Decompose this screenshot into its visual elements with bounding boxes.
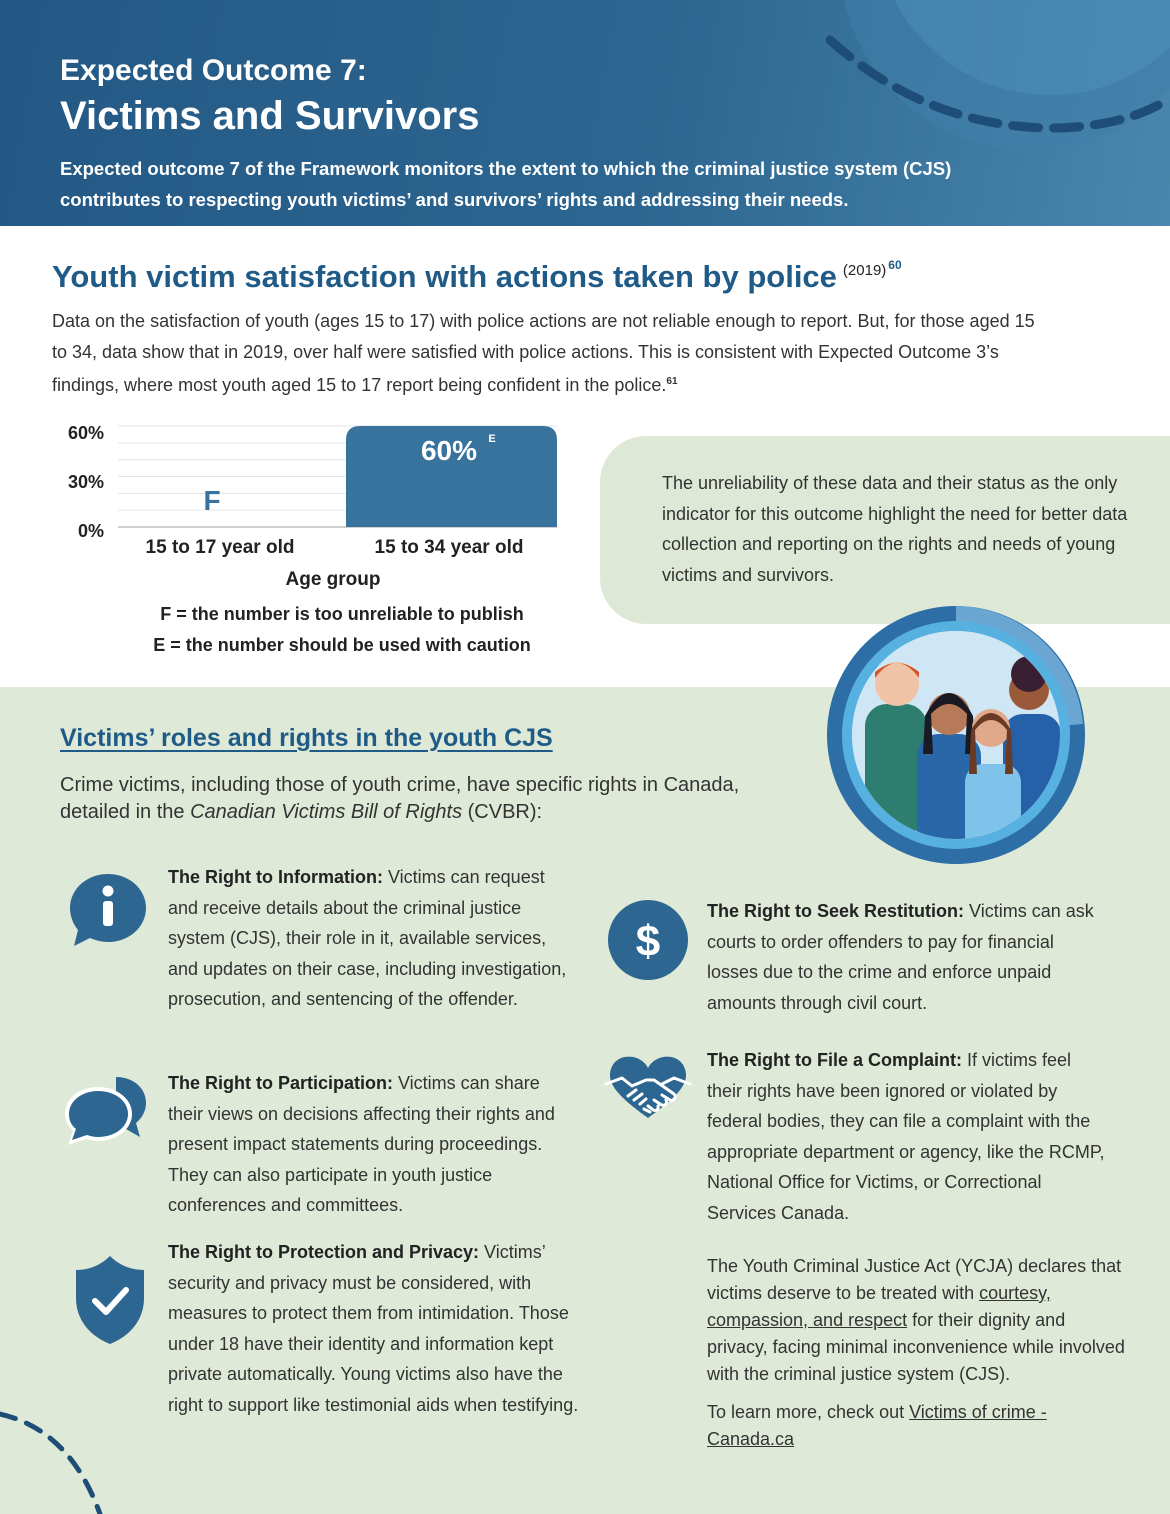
data-quality-callout	[600, 436, 1170, 624]
right-text: If victims feel their rights have been ignored or violated by federal bodies, they can file a complaint with the appropriate department or agency, like the RCMP, National Office for Victims, or Correctional Services Canada.	[707, 1050, 1105, 1223]
youth-group-illustration	[825, 604, 1087, 866]
right-text: Victims’ security and privacy must be considered, with measures to protect them from intimidation. Those under 18 have their identity and information kept private automatically. Young victims also have the right to support like testimonial aids when testifying.	[168, 1242, 579, 1415]
callout-text: The unreliability of these data and their status as the only indicator for this outcome highlight the need for better data collection and reporting on the rights and needs of young victims and survivors.	[662, 473, 1128, 585]
x-axis-label: Age group	[285, 569, 381, 590]
rights-intro-text: (CVBR):	[462, 801, 543, 823]
right-information	[168, 862, 578, 1015]
right-title: The Right to Protection and Privacy:	[168, 1242, 480, 1262]
x-category-label: 15 to 34 year old	[374, 537, 524, 558]
right-text: Victims can request and receive details about the criminal justice system (CJS), their role in it, available services, and updates on their case, including investigation, prosecution, and sentencing of the offender.	[168, 867, 567, 1009]
rights-heading[interactable]: Victims’ roles and rights in the youth CJS	[60, 724, 553, 752]
right-title: The Right to Seek Restitution:	[707, 901, 965, 921]
victims-of-crime-link[interactable]: Victims of crime - Canada.ca	[707, 1402, 1047, 1449]
page-title: Victims and Survivors	[60, 94, 480, 138]
footnote-marker: 61	[666, 376, 678, 387]
satisfaction-body	[52, 306, 1052, 401]
header-intro: Expected outcome 7 of the Framework monitors the extent to which the criminal justice system (CJS) contributes to respecting youth victims’ and survivors’ rights and addressing their needs.	[60, 158, 952, 210]
rights-intro	[60, 772, 740, 826]
learn-more-text: To learn more, check out	[707, 1402, 910, 1422]
ycja-link[interactable]: courtesy, compassion, and respect	[707, 1283, 1051, 1330]
note-f: F = the number is too unreliable to publish	[160, 604, 524, 624]
ycja-text: The Youth Criminal Justice Act (YCJA) declares that victims deserve to be treated with	[707, 1256, 1122, 1303]
learn-more	[707, 1399, 1127, 1453]
x-category-label: 15 to 17 year old	[145, 537, 295, 558]
right-title: The Right to Information:	[168, 867, 383, 887]
right-text: Victims can ask courts to order offenders to pay for financial losses due to the crime and enforce unpaid amounts through civil court.	[707, 901, 1094, 1013]
right-complaint	[707, 1045, 1107, 1228]
right-protection-privacy	[168, 1237, 593, 1420]
note-e: E = the number should be used with caution	[153, 635, 531, 655]
right-restitution	[707, 896, 1107, 1018]
data-label-15-to-34: 60%	[420, 435, 478, 466]
footnote-marker: 60	[888, 258, 902, 272]
data-label-15-to-17: F	[203, 485, 221, 516]
right-title: The Right to File a Complaint:	[707, 1050, 962, 1070]
satisfaction-bar-chart	[0, 410, 580, 600]
info-icon	[66, 870, 150, 948]
ycja-text: for their dignity and privacy, facing minimal inconvenience while involved with the criminal justice system (CJS).	[707, 1310, 1125, 1384]
right-title: The Right to Participation:	[168, 1073, 393, 1093]
y-tick-label: 0%	[77, 521, 104, 541]
chat-bubbles-icon	[62, 1073, 150, 1145]
y-tick-label: 30%	[67, 472, 104, 492]
satisfaction-body-text: Data on the satisfaction of youth (ages 15 to 17) with police actions are not reliable enough to report. But, for those aged 15 to 34, data show that in 2019, over half were satisfied with police actions. This is consistent with Expected Outcome 3’s findings, where most youth aged 15 to 17 report being confident in the police.	[52, 311, 1035, 395]
cvbr-title: Canadian Victims Bill of Rights	[190, 801, 463, 823]
header-eyebrow: Expected Outcome 7:	[60, 54, 367, 87]
handshake-heart-icon	[602, 1050, 694, 1122]
ycja-paragraph	[707, 1253, 1127, 1388]
rights-intro-text: Crime victims, including those of youth crime, have specific rights in Canada, detailed in the	[60, 774, 740, 823]
decorative-arc	[0, 1400, 130, 1514]
satisfaction-title: Youth victim satisfaction with actions taken by police	[52, 259, 837, 294]
y-tick-label: 60%	[67, 423, 104, 443]
shield-check-icon	[74, 1254, 146, 1346]
caution-flag: E	[488, 433, 496, 445]
svg-text:$: $	[635, 917, 661, 966]
right-participation	[168, 1068, 568, 1221]
satisfaction-heading	[52, 258, 902, 295]
dollar-icon	[606, 898, 690, 982]
right-text: Victims can share their views on decisions affecting their rights and present impact statements during proceedings. They can also participate in youth justice conferences and committees.	[168, 1073, 555, 1215]
satisfaction-year: (2019)	[842, 262, 887, 279]
chart-notes	[90, 599, 570, 661]
header-banner	[0, 0, 1170, 226]
